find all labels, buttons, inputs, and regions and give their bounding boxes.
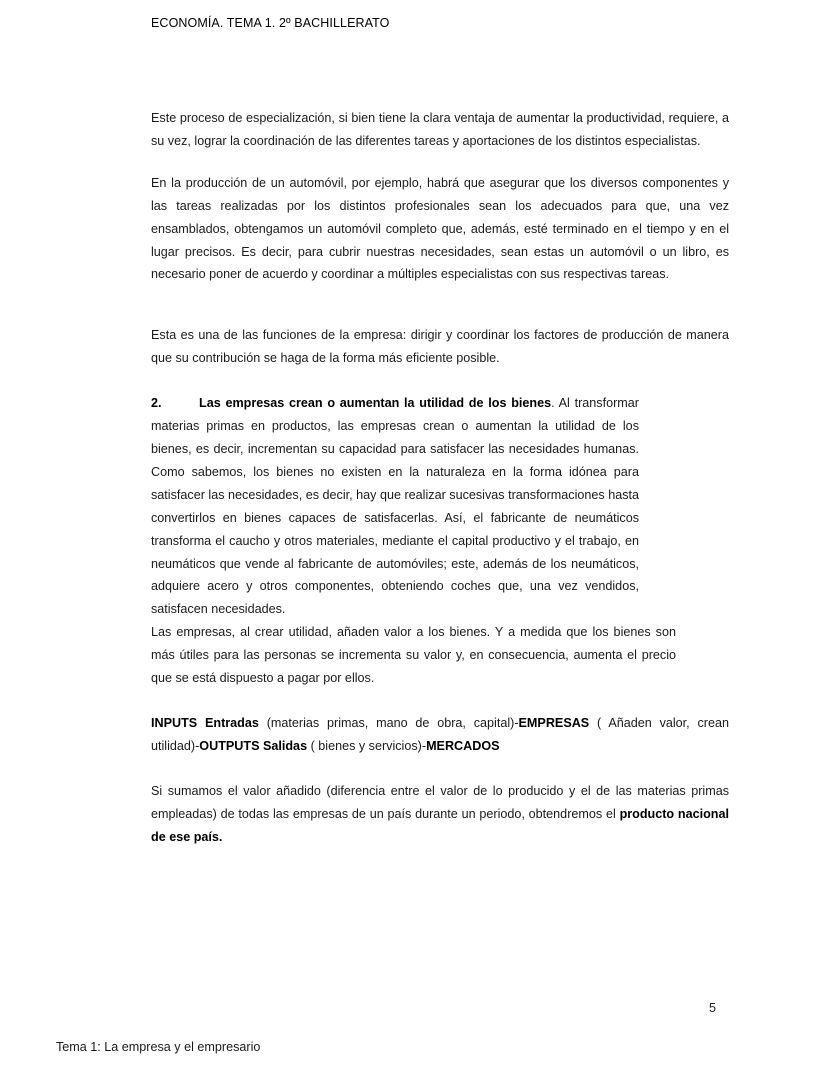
flow-inputs-detail: (materias primas, mano de obra, capital)-	[258, 715, 519, 730]
paragraph-producto-nacional	[151, 780, 729, 849]
list-item-2	[151, 392, 639, 621]
page-number: 5	[709, 1001, 717, 1015]
spacer	[151, 690, 729, 712]
flow-mercados-label: MERCADOS	[426, 738, 500, 753]
document-footer: Tema 1: La empresa y el empresario	[56, 1040, 261, 1054]
paragraph-especializacion: Este proceso de especialización, si bien tiene la clara ventaja de aumentar la productividad, requiere, a su vez, lograr la coordinación de las diferentes tareas y aportaciones de los distintos especialistas.	[151, 111, 729, 148]
flow-inputs-label: INPUTS Entradas	[151, 715, 259, 730]
spacer	[151, 370, 729, 392]
list-item-number: 2.	[151, 396, 162, 411]
paragraph-producto-nacional-text: Si sumamos el valor añadido (diferencia entre el valor de lo producido y el de las materias primas empleadas) de todas las empresas de un país durante un periodo, obtendremos el	[151, 783, 729, 821]
flow-outputs-detail: ( bienes y servicios)-	[307, 738, 427, 753]
paragraph-flujo-inputs-outputs	[151, 712, 729, 758]
producto-nacional-emphasis: producto nacional de ese país.	[151, 806, 729, 844]
paragraph-valor-anadido: Las empresas, al crear utilidad, añaden valor a los bienes. Y a medida que los bienes son más útiles para las personas se incrementa su valor y, en consecuencia, aumenta el precio que se está dispuesto a pagar por ellos.	[151, 625, 676, 686]
spacer	[151, 286, 729, 324]
document-body	[151, 107, 729, 848]
paragraph-funciones-empresa: Esta es una de las funciones de la empresa: dirigir y coordinar los factores de producción de manera que su contribución se haga de la forma más eficiente posible.	[151, 328, 729, 366]
flow-empresas-label: EMPRESAS	[518, 715, 590, 730]
spacer	[151, 758, 729, 780]
paragraph-automovil: En la producción de un automóvil, por ejemplo, habrá que asegurar que los diversos componentes y las tareas realizadas por los distintos profesionales sean los adecuados para que, una vez ensamblados, obtengamos un automóvil completo que, además, esté terminado en el tiempo y en el lugar precisos. Es decir, para cubrir nuestras necesidades, sean estas un automóvil o un libro, es necesario poner de acuerdo y coordinar a múltiples especialistas con sus respectivas tareas.	[151, 175, 729, 282]
flow-empresas-detail: ( Añaden valor, crean utilidad)-	[151, 715, 729, 753]
flow-outputs-label: OUTPUTS Salidas	[199, 738, 308, 753]
document-header: ECONOMÍA. TEMA 1. 2º BACHILLERATO	[151, 16, 390, 30]
list-item-text: . Al transformar materias primas en productos, las empresas crean o aumentan la utilidad de los bienes, es decir, incrementan su capacidad para satisfacer las necesidades humanas. Como sabemos, los bienes no existen en la naturaleza en la forma idónea para satisfacer las necesidades, es decir, hay que realizar sucesivas transformaciones hasta convertirlos en bienes capaces de satisfacerlas. Así, el fabricante de neumáticos transforma el caucho y otros materiales, mediante el capital productivo y el trabajo, en neumáticos que vende al fabricante de automóviles; este, además de los neumáticos, adquiere acero y otros componentes, obteniendo coches que, una vez vendidos, satisfacen necesidades.	[151, 396, 639, 617]
list-item-title: Las empresas crean o aumentan la utilidad de los bienes	[199, 396, 552, 411]
